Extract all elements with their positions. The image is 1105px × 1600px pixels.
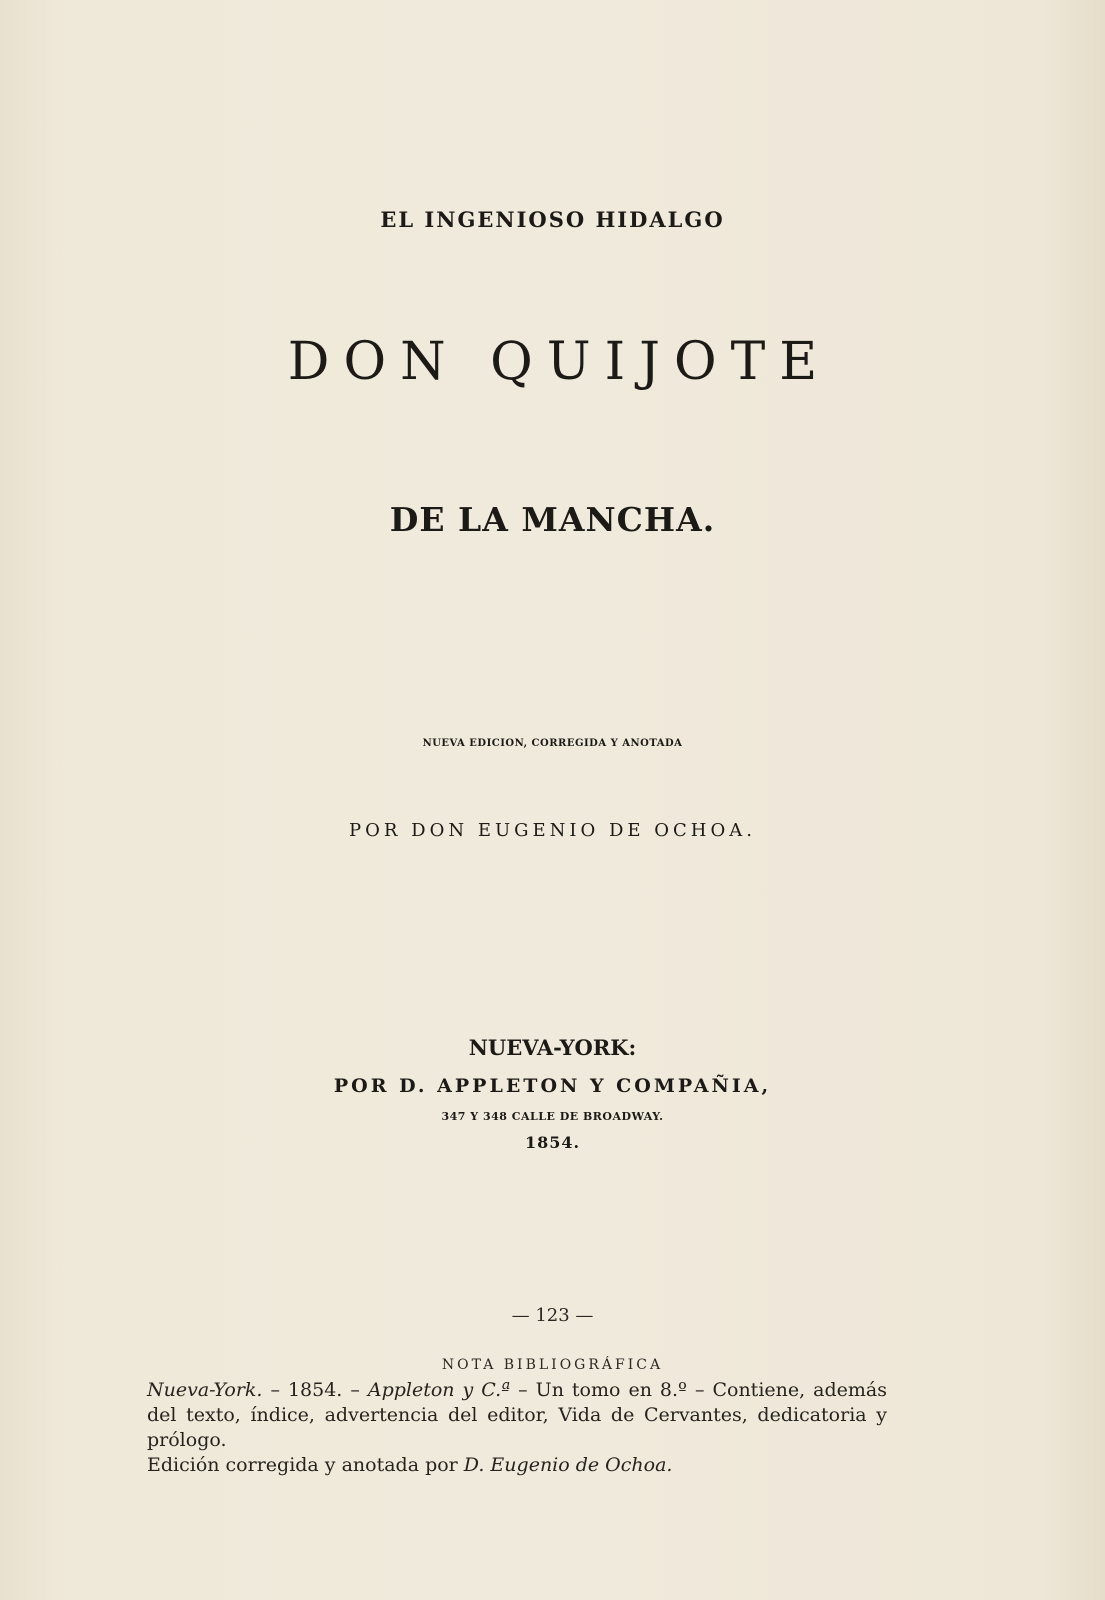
address-line: 347 Y 348 CALLE DE BROADWAY. <box>441 1110 664 1123</box>
note-city: Nueva-York. <box>147 1379 263 1401</box>
note-paragraph-2 <box>147 1453 887 1478</box>
note-year: – 1854. – <box>262 1379 368 1401</box>
city-line: NUEVA-YORK: <box>468 1035 637 1060</box>
year-line: 1854. <box>524 1133 581 1152</box>
page-number: — 123 — <box>511 1305 594 1326</box>
edition-note: NUEVA EDICION, CORREGIDA Y ANOTADA <box>422 738 683 749</box>
note-edition-text: Edición corregida y anotada por <box>147 1454 464 1476</box>
note-paragraph-1 <box>147 1378 887 1453</box>
bibliographic-note <box>147 1378 887 1478</box>
note-description: – Un tomo en 8.º – Contiene, además del texto, índice, advertencia del editor, Vida de Cervantes, dedicatoria y prólogo. <box>147 1379 887 1451</box>
note-publisher: Appleton y C.ª <box>367 1379 511 1401</box>
author-line: POR DON EUGENIO DE OCHOA. <box>349 820 756 841</box>
publisher-line: POR D. APPLETON Y COMPAÑIA, <box>333 1075 772 1097</box>
note-editor: D. Eugenio de Ochoa. <box>463 1454 673 1476</box>
main-title: DON QUIJOTE <box>287 332 832 392</box>
main-subtitle: DE LA MANCHA. <box>389 500 716 539</box>
subtitle-top: EL INGENIOSO HIDALGO <box>380 207 725 232</box>
note-heading: NOTA BIBLIOGRÁFICA <box>441 1357 664 1373</box>
